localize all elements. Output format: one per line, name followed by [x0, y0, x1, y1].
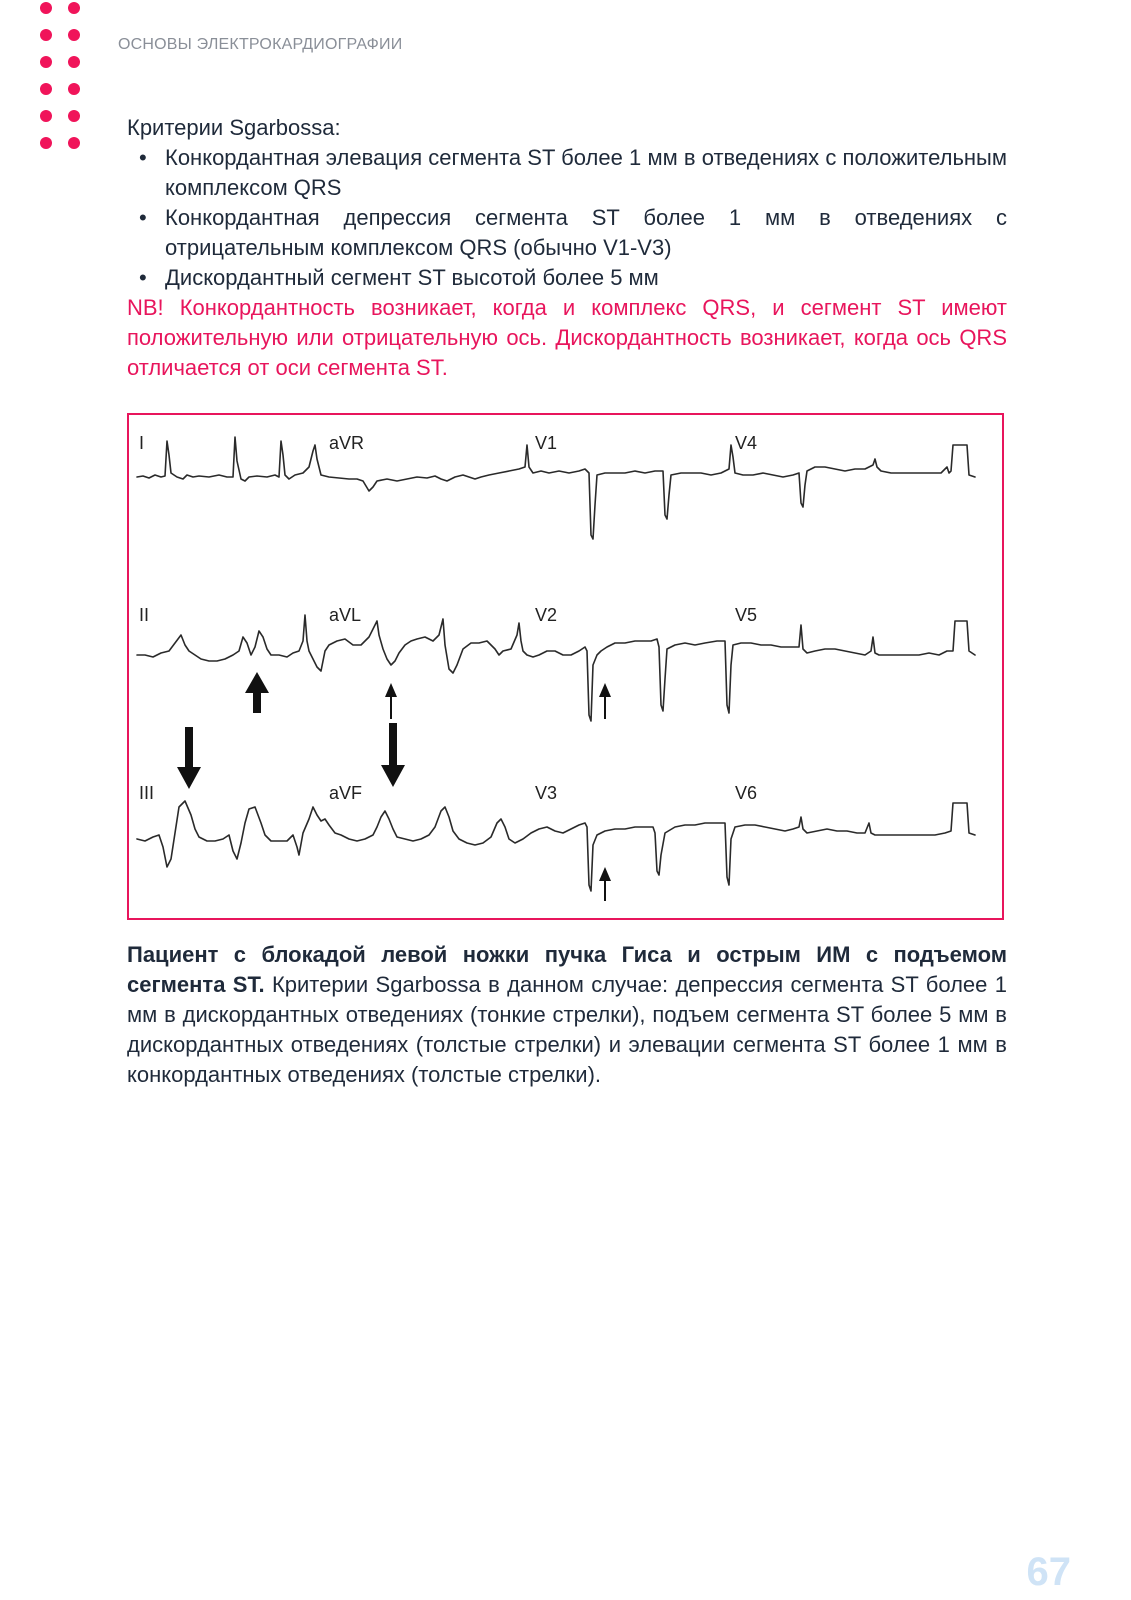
thin-up-arrow-icon: [599, 683, 611, 697]
thin-up-arrow-icon: [385, 683, 397, 697]
ecg-tracing: [129, 415, 1002, 918]
caption-bold: Пациент с блокадой левой ножки пучка Гиса и острым ИМ с подъемом сегмента ST.: [127, 942, 1007, 997]
criteria-title: Критерии Sgarbossa:: [127, 115, 341, 140]
thick-down-arrow-icon: [177, 727, 201, 789]
criteria-list: [127, 143, 1007, 293]
thick-up-arrow-icon: [245, 672, 269, 713]
lead-label-V1: V1: [535, 433, 558, 453]
lead-label-V2: V2: [535, 605, 558, 625]
thick-down-arrow-icon: [381, 723, 405, 787]
criteria-item: • Дискордантный сегмент ST высотой более 5 мм: [127, 263, 1007, 293]
caption-text: Критерии Sgarbossa в данном случае: депрессия сегмента ST более 1 мм в дискордантных отведениях (тонкие стрелки), подъем сегмента ST более 5 мм в дискордантных отведениях (толстые стрелки) и элевации сегмента ST более 1 мм в конкордантных отведениях (толстые стрелки).: [127, 972, 1008, 1087]
lead-label-V5: V5: [735, 605, 758, 625]
ecg-strip-row-2: [137, 615, 975, 721]
lead-label-V4: V4: [735, 433, 758, 453]
lead-label-III: III: [139, 783, 155, 803]
lead-label-V6: V6: [735, 783, 758, 803]
running-header: ОСНОВЫ ЭЛЕКТРОКАРДИОГРАФИИ: [118, 36, 403, 53]
lead-label-aVF: aVF: [329, 783, 363, 803]
figure-caption: [127, 940, 1007, 1090]
lead-label-II: II: [139, 605, 150, 625]
lead-label-aVR: aVR: [329, 433, 365, 453]
main-content: [127, 113, 1007, 383]
decorative-dots: [38, 0, 86, 150]
thin-up-arrow-icon: [599, 867, 611, 881]
criteria-item: • Конкордантная депрессия сегмента ST более 1 мм в отведениях с отрицательным комплексом QRS (обычно V1-V3): [127, 203, 1007, 263]
lead-label-I: I: [139, 433, 145, 453]
nb-note: NB! Конкордантность возникает, когда и комплекс QRS, и сегмент ST имеют положительную или отрицательную ось. Дискордантность возникает, когда ось QRS отличается от оси сегмента ST.: [127, 295, 1007, 380]
criteria-item: • Конкордантная элевация сегмента ST более 1 мм в отведениях с положительным комплексом QRS: [127, 143, 1007, 203]
ecg-figure: [127, 413, 1004, 920]
lead-label-V3: V3: [535, 783, 558, 803]
lead-label-aVL: aVL: [329, 605, 362, 625]
page-number: 67: [1026, 1550, 1071, 1594]
ecg-strip-row-3: [137, 801, 975, 891]
